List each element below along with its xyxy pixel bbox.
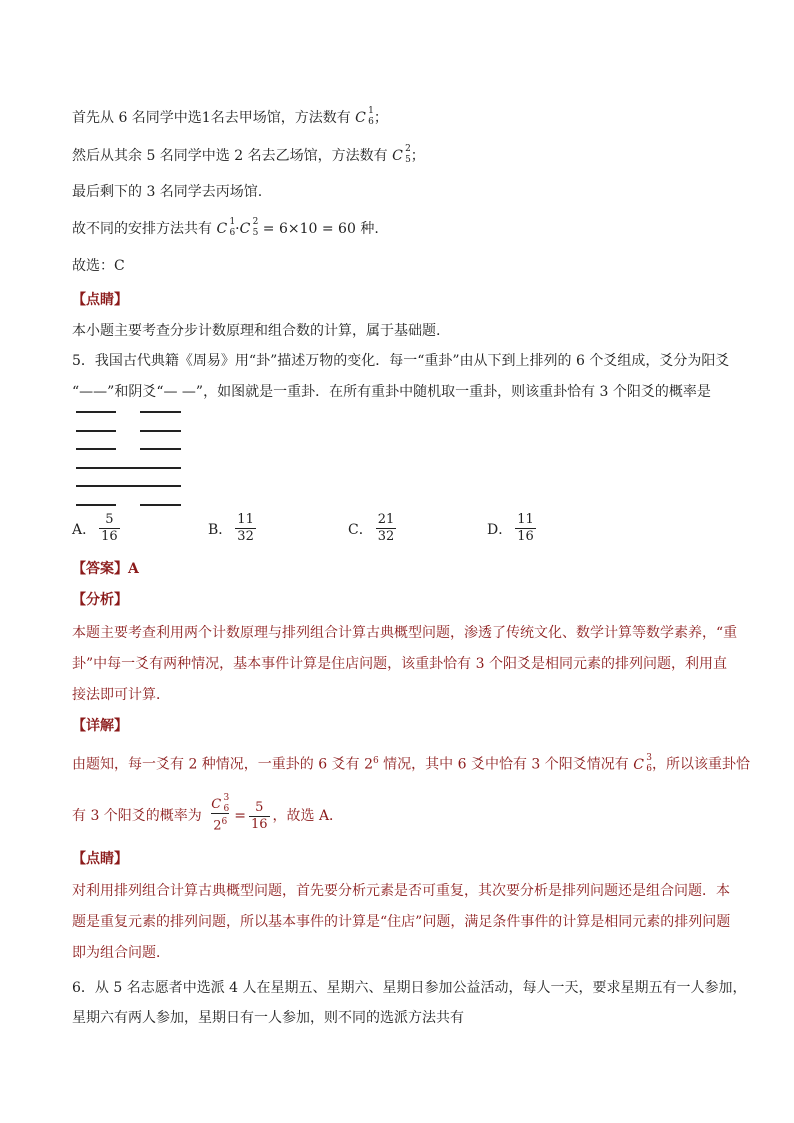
result-fraction: $\frac{5}{16}$ bbox=[250, 799, 268, 832]
option-label: C． bbox=[348, 521, 373, 538]
section-heading-note: 【点睛】 bbox=[72, 292, 128, 308]
detail-heading: 【详解】 bbox=[72, 718, 128, 734]
numerator: 5 bbox=[105, 512, 114, 527]
option-label: D． bbox=[487, 521, 513, 538]
hexagram-figure bbox=[76, 409, 182, 509]
yin-line-segment bbox=[140, 504, 181, 506]
text: 首先从 6 名同学中选1名去甲场馆，方法数有 bbox=[72, 110, 351, 126]
combination-symbol: C 3 6 bbox=[633, 752, 652, 774]
question-6-line-2: 星期六有两人参加，星期日有一人参加，则不同的选派方法共有 bbox=[72, 1010, 464, 1026]
option-a bbox=[72, 512, 123, 545]
combination-symbol: C 2 5 bbox=[239, 217, 259, 238]
solution-choice: 故选：C bbox=[72, 258, 125, 274]
option-label: B． bbox=[208, 521, 233, 538]
question-6-line-1: 6．从 5 名志愿者中选派 4 人在星期五、星期六、星期日参加公益活动，每人一天，要求星期五有一人参加， bbox=[72, 980, 747, 996]
numerator: 11 bbox=[517, 512, 534, 527]
analysis-heading: 【分析】 bbox=[72, 592, 128, 608]
option-label: A． bbox=[72, 521, 97, 538]
answer-heading: 【答案】A bbox=[72, 561, 139, 577]
option-fraction bbox=[235, 512, 256, 545]
note2-line-1: 对利用排列组合计算古典概型问题，首先要分析元素是否可重复，其次要分析是排列问题还是组合问题．本 bbox=[72, 883, 730, 899]
yin-line-segment bbox=[140, 448, 181, 450]
option-fraction bbox=[515, 512, 536, 545]
numerator: 21 bbox=[377, 512, 395, 527]
note2-line-2: 题是重复元素的排列问题，所以基本事件的计算是“住店”问题，满足条件事件的计算是相同元素的排列问题 bbox=[72, 914, 731, 930]
question-5-line-2: “——”和阴爻“— —”，如图就是一重卦．在所有重卦中随机取一重卦，则该重卦恰有 3 个阳爻的概率是 bbox=[72, 384, 711, 400]
solution-line-2: 然后从其余 5 名同学中选 2 名去乙场馆，方法数有 C 2 5 ； bbox=[72, 144, 425, 165]
yin-line-segment bbox=[76, 448, 116, 450]
option-fraction bbox=[99, 512, 120, 545]
solution-line-4: 故不同的安排方法共有 C 1 6 ·C 2 5 = 6×10 = 60 种. bbox=[72, 217, 379, 238]
yang-line bbox=[76, 485, 181, 487]
note-text: 本小题主要考查分步计数原理和组合数的计算，属于基础题. bbox=[72, 323, 441, 339]
numerator: 11 bbox=[237, 512, 254, 527]
solution-line-1: 首先从 6 名同学中选1名去甲场馆，方法数有 C 1 6 ； bbox=[72, 106, 388, 127]
option-c bbox=[348, 512, 399, 545]
yang-line bbox=[76, 467, 181, 469]
denominator: 16 bbox=[517, 529, 534, 544]
yin-line-segment bbox=[76, 430, 116, 432]
question-5-line-1: 5．我国古代典籍《周易》用“卦”描述万物的变化．每一“重卦”由从下到上排列的 6 个爻组成，爻分为阳爻 bbox=[72, 353, 730, 369]
note-heading-2: 【点睛】 bbox=[72, 851, 128, 867]
option-fraction bbox=[376, 512, 397, 545]
detail-line-2: 有 3 个阳爻的概率为 C 3 6 $2^6$ = $\frac{5}{16}$ ，故选 A． bbox=[72, 793, 344, 834]
yin-line-segment bbox=[76, 411, 116, 413]
denominator: 16 bbox=[101, 529, 118, 544]
detail-line-1: 由题知，每一爻有 2 种情况，一重卦的 6 爻有 $2^6$ 情况，其中 6 爻中恰有 3 个阳爻情况有 C 3 6 ，所以该重卦恰 bbox=[72, 752, 750, 774]
combination-symbol: C 2 5 bbox=[392, 144, 411, 165]
probability-fraction: C 3 6 $2^6$ bbox=[211, 793, 230, 834]
answer-value: A bbox=[128, 561, 139, 577]
analysis-line-2: 卦”中每一爻有两种情况，基本事件计算是住店问题，该重卦恰有 3 个阳爻是相同元素的排列问题，利用直 bbox=[72, 656, 727, 672]
yin-line-segment bbox=[140, 430, 181, 432]
denominator: 32 bbox=[237, 529, 254, 544]
note2-line-3: 即为组合问题． bbox=[72, 945, 170, 961]
option-d bbox=[487, 512, 539, 545]
denominator: 32 bbox=[377, 529, 395, 544]
option-b bbox=[208, 512, 259, 545]
analysis-line-1: 本题主要考查利用两个计数原理与排列组合计算古典概型问题，渗透了传统文化、数学计算等数学素养，“重 bbox=[72, 625, 738, 641]
yin-line-segment bbox=[76, 504, 116, 506]
yin-line-segment bbox=[140, 411, 181, 413]
analysis-line-3: 接法即可计算． bbox=[72, 687, 170, 703]
solution-line-3: 最后剩下的 3 名同学去丙场馆. bbox=[72, 184, 263, 200]
combination-symbol: C 1 6 bbox=[216, 217, 236, 238]
combination-symbol: C 1 6 bbox=[355, 106, 374, 127]
